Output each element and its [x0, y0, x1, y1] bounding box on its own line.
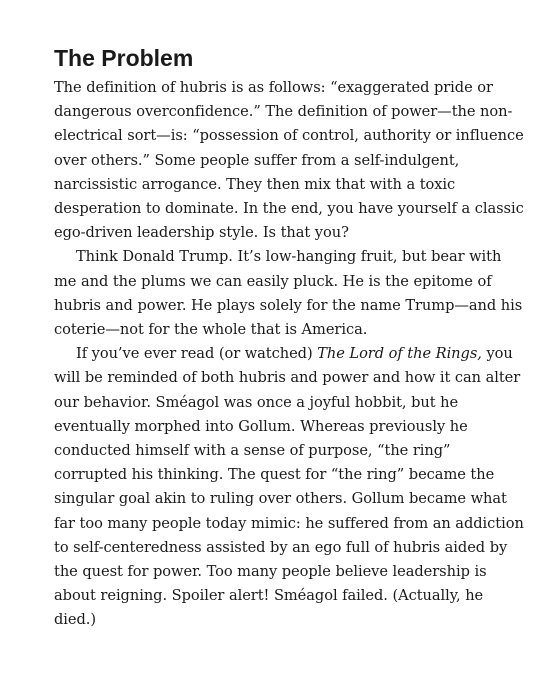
paragraph-definitions: The definition of hubris is as follows: “exaggerated pride or dangerous overconfidence.” The definition of power—the non-electrical sort—is: “possession of control, authority or influence over others.” Some people suffer from a self-indulgent, narcissistic arrogance. They then mix that with a toxic desperation to dominate. In the end, you have yourself a classic ego-driven leadership style. Is that you? [54, 79, 524, 242]
book-title: The Lord of the Rings, [317, 345, 482, 363]
paragraph-trump: Think Donald Trump. It’s low-hanging fruit, but bear with me and the plums we can easily pluck. He is the epitome of hubris and power. He plays solely for the name Trump—and his coterie—not for the whole that is America. [54, 248, 523, 339]
paragraph-3-lead-text: If you’ve ever read (or watched) [76, 345, 318, 363]
section-heading: The Problem [54, 45, 194, 71]
paragraph-lord-of-the-rings [54, 342, 524, 632]
document-page [54, 44, 524, 633]
paragraph-3-body-text: you will be reminded of both hubris and power and how it can alter our behavior. Sméagol was once a joyful hobbit, but he eventually morphed into Gollum. Whereas previously he conducted himself with a sense of purpose, “the ring” corrupted his thinking. The quest for “the ring” became the singular goal akin to ruling over others. Gollum became what far too many people today mimic: he suffered from an addiction to self-centeredness assisted by an ego full of hubris aided by the quest for power. Too many people believe leadership is about reigning. Spoiler alert! Sméagol failed. (Actually, he died.) [54, 345, 524, 629]
